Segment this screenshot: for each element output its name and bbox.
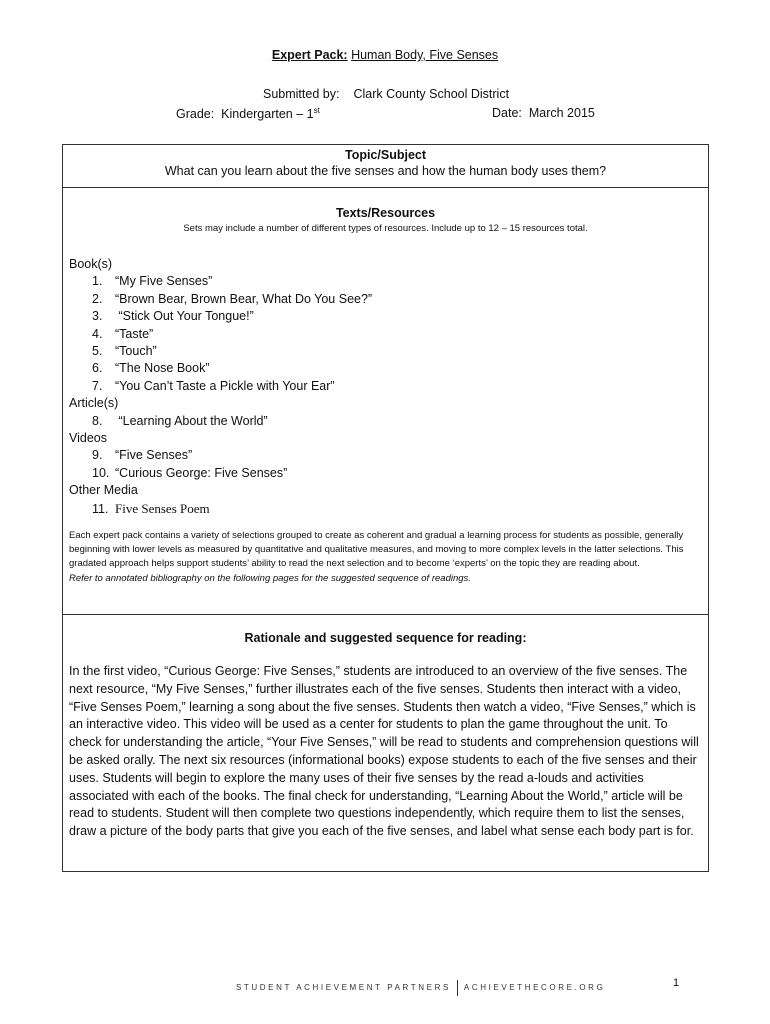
texts-box [62, 187, 709, 615]
list-item: 11. Five Senses Poem [92, 500, 210, 516]
list-item: 3. “Stick Out Your Tongue!” [92, 309, 254, 324]
submitted-label: Submitted by: [263, 87, 340, 101]
list-item: 10. “Curious George: Five Senses” [92, 465, 288, 480]
topic-box [62, 144, 709, 188]
list-item: 1. “My Five Senses” [92, 274, 213, 289]
videos-label: Videos [69, 431, 107, 446]
description-text: Each expert pack contains a variety of selections grouped to create as coherent and gradual a learning process for students as possible, generally beginning with lower levels as measured by quantitative and qualitative measures, and moving to more complex levels in the latter selections. This gradated approach helps support students’ ability to read the next selection and to become ‘experts’ on the topic they are reading about. [69, 530, 684, 570]
list-item: 8. “Learning About the World” [92, 413, 268, 428]
books-label: Book(s) [69, 257, 113, 271]
list-item: 5. “Touch” [92, 344, 157, 359]
page-number: 1 [673, 977, 680, 989]
title-label: Expert Pack: [271, 48, 348, 62]
rationale-heading: Rationale and suggested sequence for reading: [244, 631, 527, 645]
grade-value: Kindergarten – 1 [221, 107, 314, 122]
footer [236, 980, 605, 996]
footer-url: ACHIEVETHECORE.ORG [463, 983, 606, 993]
rationale-body: In the first video, “Curious George: Five Senses,” students are introduced to an overview of the five senses. The next resource, “My Five Senses,” further illustrates each of the five senses. Students then interact with a video, “Five Senses Poem,” learning a song about the five senses. Students then watch a video, “Five Senses,” which is an interactive video. This video will be used as a center for students to plan the game throughout the unit. To check for understanding the article, “Your Five Senses,” will be read to students and comprehension questions will be asked orally. The next six resources (informational books) expose students to each of the five senses and their uses. Students will begin to explore the many uses of their five senses by the read a-louds and activities associated with each of the books. The final check for understanding, “Learning About the World,” article will be read to students. Student will then complete two questions independently, which require them to list the senses, draw a picture of the body parts that give you each of the five senses, and label what sense each body part is for. [69, 664, 699, 839]
other-media-label: Other Media [69, 483, 138, 498]
resource-list [69, 256, 689, 518]
grade-label: Grade: [176, 107, 215, 122]
date-label: Date: [492, 106, 522, 120]
rationale-box [62, 614, 709, 872]
footer-divider [457, 980, 458, 996]
articles-label: Article(s) [69, 396, 119, 411]
expert-pack-description [69, 529, 705, 586]
grade [176, 106, 320, 121]
description-reference: Refer to annotated bibliography on the following pages for the suggested sequence of readings. [69, 572, 471, 584]
list-item: 6. “The Nose Book” [92, 361, 210, 376]
submitted-by [263, 87, 509, 101]
topic-heading: Topic/Subject [344, 148, 427, 162]
date [492, 106, 595, 120]
footer-brand: STUDENT ACHIEVEMENT PARTNERS [236, 983, 451, 993]
list-item: 4. “Taste” [92, 326, 154, 341]
topic-question: What can you learn about the five senses and how the human body uses them? [164, 164, 607, 178]
grade-sup: st [313, 106, 320, 115]
list-item: 2. “Brown Bear, Brown Bear, What Do You See?” [92, 291, 373, 306]
submitted-value: Clark County School District [353, 87, 510, 101]
date-value: March 2015 [528, 106, 595, 120]
list-item: 7. “You Can’t Taste a Pickle with Your Ear” [92, 378, 335, 393]
list-item: 9. “Five Senses” [92, 448, 193, 463]
texts-heading: Texts/Resources [335, 206, 436, 220]
page-title [0, 48, 770, 62]
title-text: Human Body, Five Senses [351, 48, 499, 62]
texts-note: Sets may include a number of different types of resources. Include up to 12 – 15 resources total. [183, 223, 588, 234]
